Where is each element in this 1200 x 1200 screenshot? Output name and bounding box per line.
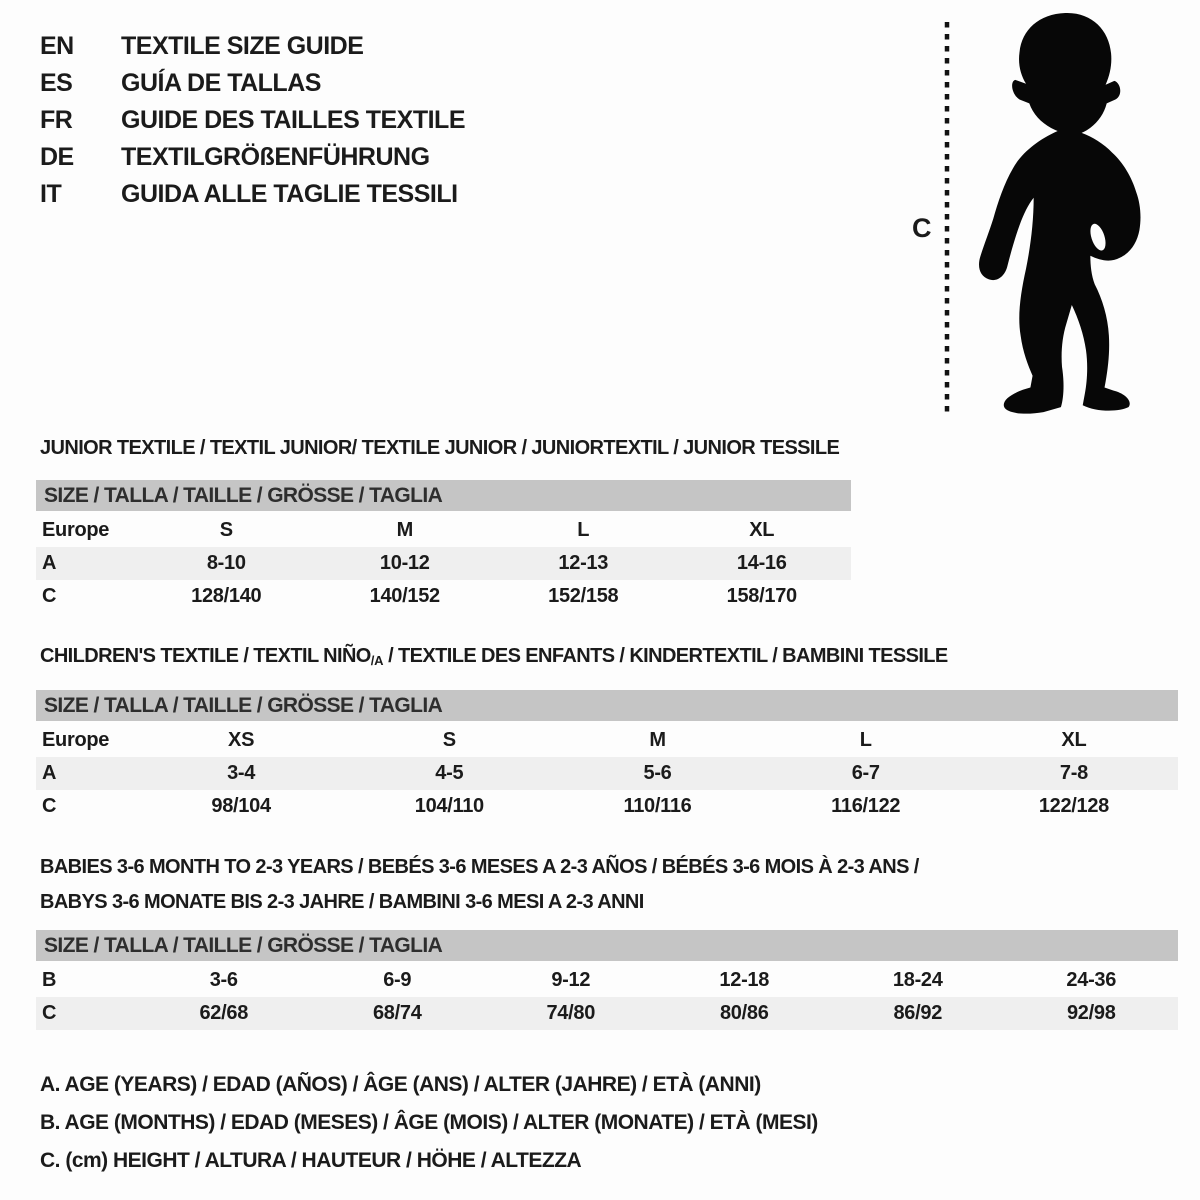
language-title: TEXTILGRÖßENFÜHRUNG	[121, 143, 430, 171]
table-cell: 6-9	[383, 969, 412, 991]
language-code: ES	[40, 69, 73, 97]
heading-text: / TEXTILE DES ENFANTS / KINDERTEXTIL / BAMBINI TESSILE	[383, 645, 948, 667]
size-header-band: SIZE / TALLA / TAILLE / GRÖSSE / TAGLIA	[36, 690, 1178, 721]
table-row-height	[36, 580, 851, 613]
table-cell: XL	[749, 519, 775, 541]
table-cell: 122/128	[1038, 795, 1110, 817]
table-cell: 4-5	[435, 762, 464, 784]
section-childrens-textile	[36, 644, 1178, 823]
table-cell: 80/86	[719, 1002, 769, 1024]
language-row	[40, 65, 465, 102]
height-measure-label: C	[912, 213, 931, 243]
size-guide-figure	[933, 10, 1148, 428]
table-row-europe	[36, 724, 1178, 757]
language-title: TEXTILE SIZE GUIDE	[121, 32, 364, 60]
table-row-europe	[36, 514, 851, 547]
language-title-list	[40, 28, 465, 213]
table-cell: M	[396, 519, 413, 541]
row-label: A	[42, 762, 57, 784]
language-title: GUIDE DES TAILLES TEXTILE	[121, 106, 466, 134]
table-cell: 98/104	[211, 795, 271, 817]
table-cell: 92/98	[1066, 1002, 1116, 1024]
table-row-age	[36, 547, 851, 580]
section-heading: JUNIOR TEXTILE / TEXTIL JUNIOR/ TEXTILE JUNIOR / JUNIORTEXTIL / JUNIOR TESSILE	[40, 437, 840, 459]
row-label: Europe	[42, 729, 110, 751]
table-cell: 74/80	[546, 1002, 596, 1024]
table-cell: 128/140	[191, 585, 262, 607]
language-code: FR	[40, 106, 73, 134]
table-cell: M	[649, 729, 666, 751]
language-row	[40, 176, 465, 213]
table-cell: 116/122	[831, 795, 901, 817]
table-cell: L	[577, 519, 590, 541]
table-cell: 12-13	[558, 552, 609, 574]
table-cell: XS	[228, 729, 255, 751]
table-cell: 7-8	[1059, 762, 1088, 784]
table-cell: 3-6	[209, 969, 238, 991]
row-label: A	[42, 552, 57, 574]
table-cell: 110/116	[623, 795, 692, 817]
language-title: GUÍA DE TALLAS	[121, 69, 321, 97]
heading-text: CHILDREN'S TEXTILE / TEXTIL NIÑO	[40, 645, 371, 667]
section-babies-textile	[36, 850, 1178, 1030]
table-cell: 8-10	[206, 552, 246, 574]
table-row-age	[36, 757, 1178, 790]
legend-line-c: C. (cm) HEIGHT / ALTURA / HAUTEUR / HÖHE / ALTEZZA	[40, 1149, 582, 1172]
table-cell: S	[219, 519, 233, 541]
row-label: C	[42, 585, 57, 607]
table-cell: XL	[1061, 729, 1087, 751]
language-title: GUIDA ALLE TAGLIE TESSILI	[121, 180, 458, 208]
measurement-legend	[40, 1066, 818, 1180]
language-code: DE	[40, 143, 74, 171]
language-code: EN	[40, 32, 74, 60]
table-cell: 152/158	[548, 585, 619, 607]
table-cell: 86/92	[893, 1002, 943, 1024]
table-cell: 14-16	[736, 552, 787, 574]
table-cell: 158/170	[726, 585, 797, 607]
table-cell: 5-6	[643, 762, 672, 784]
row-label: B	[42, 969, 57, 991]
section-junior-textile	[36, 436, 851, 613]
table-row-age-months	[36, 964, 1178, 997]
row-label: C	[42, 1002, 57, 1024]
size-header-band: SIZE / TALLA / TAILLE / GRÖSSE / TAGLIA	[36, 480, 851, 511]
table-cell: 104/110	[414, 795, 484, 817]
table-cell: L	[859, 729, 872, 751]
table-cell: 6-7	[851, 762, 880, 784]
row-label: C	[42, 795, 57, 817]
table-cell: 62/68	[199, 1002, 249, 1024]
table-row-height	[36, 997, 1178, 1030]
baby-silhouette	[979, 13, 1140, 414]
size-header-band: SIZE / TALLA / TAILLE / GRÖSSE / TAGLIA	[36, 930, 1178, 961]
legend-line-a: A. AGE (YEARS) / EDAD (AÑOS) / ÂGE (ANS) / ALTER (JAHRE) / ETÀ (ANNI)	[40, 1073, 761, 1096]
section-heading	[36, 644, 1178, 670]
table-cell: 12-18	[719, 969, 770, 991]
table-cell: 18-24	[892, 969, 943, 991]
table-cell: S	[442, 729, 456, 751]
language-row	[40, 28, 465, 65]
table-cell: 3-4	[227, 762, 256, 784]
language-row	[40, 102, 465, 139]
section-heading-line1: BABIES 3-6 MONTH TO 2-3 YEARS / BEBÉS 3-6 MESES A 2-3 AÑOS / BÉBÉS 3-6 MOIS À 2-3 ANS /	[40, 856, 919, 878]
table-cell: 68/74	[372, 1002, 422, 1024]
heading-subscript: /A	[370, 653, 384, 668]
language-row	[40, 139, 465, 176]
table-cell: 140/152	[369, 585, 440, 607]
table-row-height	[36, 790, 1178, 823]
legend-line-b: B. AGE (MONTHS) / EDAD (MESES) / ÂGE (MOIS) / ALTER (MONATE) / ETÀ (MESI)	[40, 1111, 818, 1134]
table-cell: 9-12	[551, 969, 591, 991]
language-code: IT	[40, 180, 62, 208]
table-cell: 10-12	[379, 552, 430, 574]
row-label: Europe	[42, 519, 110, 541]
table-cell: 24-36	[1066, 969, 1117, 991]
section-heading-line2: BABYS 3-6 MONATE BIS 2-3 JAHRE / BAMBINI 3-6 MESI A 2-3 ANNI	[40, 891, 644, 913]
